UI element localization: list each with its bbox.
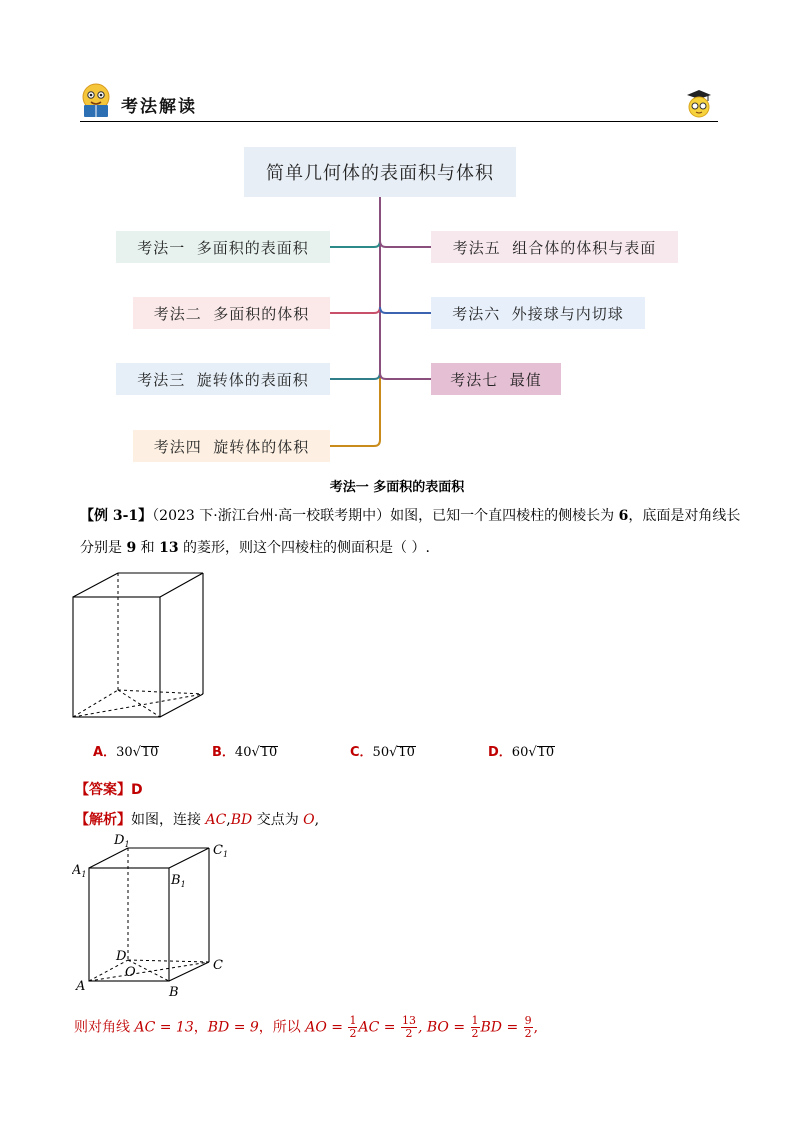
header-title: 考法解读 [121, 97, 197, 117]
explanation-label: 【解析】 [75, 812, 131, 828]
example-number-9: 9 [126, 540, 137, 556]
explanation-line [75, 809, 319, 829]
example-question-line-2 [80, 541, 430, 555]
sqrt-icon: √ [132, 745, 141, 760]
labeled-prism-figure [72, 830, 232, 1000]
calc-bo: , BO = [417, 1019, 466, 1036]
label-c1: $C_1$ [213, 843, 229, 859]
label-c: C [213, 958, 223, 973]
label-b1: $B_1$ [171, 873, 186, 889]
mind-map-root: 简单几何体的表面积与体积 [244, 147, 516, 197]
calc-ac-eq: AC = [358, 1019, 396, 1036]
option-b-coef: 40 [234, 745, 252, 760]
calc-text-3: ，所以 [258, 1019, 306, 1036]
option-c-label: C． [350, 745, 373, 760]
example-tag: 【例 3-1】 [80, 508, 153, 524]
explanation-var-ac: AC [205, 812, 227, 828]
prism-figure [72, 572, 207, 722]
option-a-coef: 30 [116, 745, 133, 760]
example-and: 和 [136, 540, 160, 556]
label-d1: $D_1$ [114, 833, 130, 849]
option-c-radicand: 10 [398, 745, 415, 760]
calc-ao: AO = [305, 1019, 344, 1036]
mind-map-node-7: 考法七 最值 [431, 363, 561, 395]
option-a-radicand: 10 [141, 745, 159, 760]
option-d-radicand: 10 [537, 745, 555, 760]
fraction-half-2: $\frac{1}{2}$ [471, 1014, 479, 1040]
example-number-6: 6 [618, 508, 629, 524]
mind-map-node-3: 考法三 旋转体的表面积 [116, 363, 330, 395]
example-text-4: 的菱形，则这个四棱柱的侧面积是（ ）. [178, 540, 430, 556]
example-text-1: 如图，已知一个直四棱柱的侧棱长为 [390, 508, 619, 524]
section-title: 考法一 多面积的表面积 [329, 480, 465, 495]
mind-map-node-4: 考法四 旋转体的体积 [133, 430, 330, 462]
mind-map-node-5: 考法五 组合体的体积与表面 [431, 231, 678, 263]
explanation-text-3: , [314, 812, 320, 828]
example-question-line-1 [80, 509, 740, 523]
label-d: D [116, 949, 127, 964]
option-a[interactable] [93, 741, 159, 760]
fraction-13-2: $\frac{13}{2}$ [401, 1014, 416, 1040]
fraction-9-2: $\frac{9}{2}$ [524, 1014, 532, 1040]
example-number-13: 13 [159, 540, 179, 556]
option-d-coef: 60 [511, 745, 529, 760]
explanation-sep: , [226, 812, 231, 828]
calc-text-4: , [533, 1019, 539, 1036]
sqrt-icon: √ [251, 745, 260, 760]
calc-text-1: 则对角线 [74, 1019, 135, 1036]
calc-text-2: ， [193, 1019, 208, 1036]
sqrt-icon: √ [389, 745, 398, 760]
calc-ac: AC = 13 [134, 1019, 194, 1036]
sqrt-icon: √ [528, 745, 537, 760]
option-b[interactable] [212, 741, 278, 760]
option-c-coef: 50 [372, 745, 390, 760]
option-b-label: B． [212, 745, 235, 760]
option-d-label: D． [488, 745, 512, 760]
label-a1: $A_1$ [72, 863, 87, 879]
label-o: O [125, 965, 136, 980]
example-source: （2023 下·浙江台州·高一校联考期中） [152, 508, 391, 524]
mind-map-node-1: 考法一 多面积的表面积 [116, 231, 330, 263]
example-text-3: 分别是 [80, 540, 127, 556]
mind-map-node-6: 考法六 外接球与内切球 [431, 297, 645, 329]
label-b: B [169, 985, 179, 1000]
explanation-var-o: O [303, 812, 315, 828]
option-d[interactable] [488, 741, 555, 760]
label-a: A [76, 979, 86, 994]
answer-value: D [131, 782, 143, 798]
example-text-2: ，底面是对角线长 [628, 508, 741, 524]
option-a-label: A． [93, 745, 117, 760]
option-b-radicand: 10 [260, 745, 278, 760]
mind-map-node-2: 考法二 多面积的体积 [133, 297, 330, 329]
calc-bd-eq: BD = [480, 1019, 519, 1036]
calc-bd: BD = 9 [207, 1019, 259, 1036]
option-c[interactable] [350, 741, 416, 760]
explanation-text-2: 交点为 [252, 812, 304, 828]
explanation-text-1: 如图，连接 [131, 812, 206, 828]
calculation-line [74, 1015, 538, 1040]
answer-line [75, 779, 143, 799]
explanation-var-bd: BD [230, 812, 253, 828]
fraction-half-1: $\frac{1}{2}$ [349, 1014, 357, 1040]
answer-label: 【答案】 [75, 782, 131, 798]
